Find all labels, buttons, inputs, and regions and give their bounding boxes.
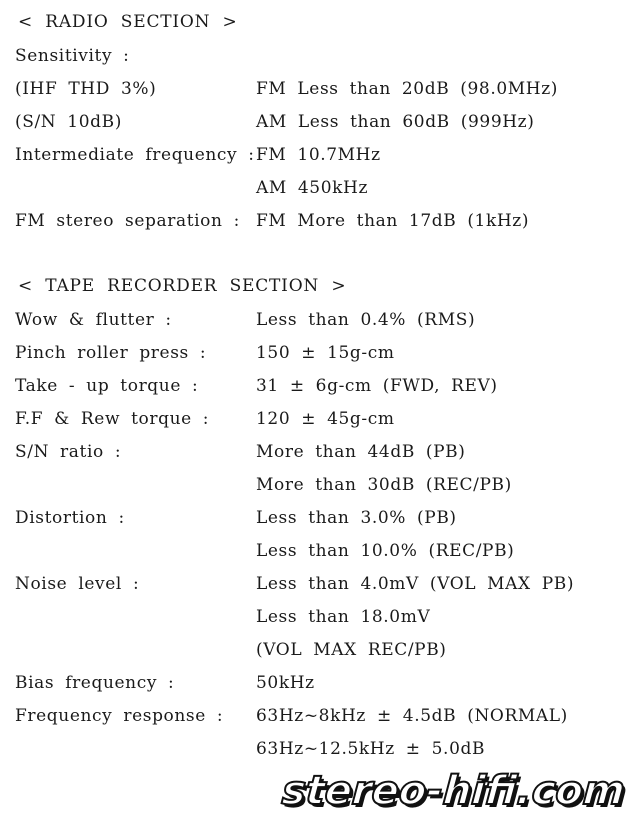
spec-value: More than 44dB (PB)	[256, 442, 466, 462]
spec-value: 63Hz~8kHz ± 4.5dB (NORMAL)	[256, 706, 568, 726]
spec-row	[0, 40, 637, 73]
spec-label: F.F & Rew torque :	[15, 409, 210, 429]
spec-value: 63Hz~12.5kHz ± 5.0dB	[256, 739, 486, 759]
spec-value: Less than 0.4% (RMS)	[256, 310, 476, 330]
spec-row	[0, 502, 637, 535]
spec-row	[0, 172, 637, 205]
spec-label: (S/N 10dB)	[15, 112, 122, 132]
spec-value: Less than 4.0mV (VOL MAX PB)	[256, 574, 575, 594]
spec-row	[0, 733, 637, 766]
spec-value: 120 ± 45g-cm	[256, 409, 395, 429]
spec-row	[0, 304, 637, 337]
tape-section-heading: < TAPE RECORDER SECTION >	[18, 276, 347, 296]
spec-label: Sensitivity :	[15, 46, 130, 66]
spec-row	[0, 106, 637, 139]
tape-section-heading-row	[0, 270, 637, 303]
spec-row	[0, 73, 637, 106]
spec-value: (VOL MAX REC/PB)	[256, 640, 447, 660]
spec-row	[0, 568, 637, 601]
spec-value: AM Less than 60dB (999Hz)	[256, 112, 535, 132]
spec-row	[0, 601, 637, 634]
spec-row	[0, 205, 637, 238]
spec-value: 150 ± 15g-cm	[256, 343, 395, 363]
spec-label: Take - up torque :	[15, 376, 199, 396]
spec-row	[0, 337, 637, 370]
spec-label: (IHF THD 3%)	[15, 79, 157, 99]
spec-label: Bias frequency :	[15, 673, 175, 693]
spec-value: FM Less than 20dB (98.0MHz)	[256, 79, 558, 99]
spec-label: Frequency response :	[15, 706, 224, 726]
spec-value: 31 ± 6g-cm (FWD, REV)	[256, 376, 498, 396]
spec-row	[0, 370, 637, 403]
spec-row	[0, 436, 637, 469]
spec-label: Distortion :	[15, 508, 125, 528]
spec-row	[0, 469, 637, 502]
spec-row	[0, 139, 637, 172]
spec-value: More than 30dB (REC/PB)	[256, 475, 512, 495]
spec-row	[0, 634, 637, 667]
spec-row	[0, 700, 637, 733]
spec-value: Less than 18.0mV	[256, 607, 431, 627]
spec-label: Intermediate frequency :	[15, 145, 255, 165]
radio-section-heading-row	[0, 6, 637, 39]
spec-row	[0, 535, 637, 568]
spec-value: AM 450kHz	[256, 178, 369, 198]
watermark-logo: stereo-hifi.com	[280, 768, 627, 814]
radio-section-heading: < RADIO SECTION >	[18, 12, 238, 32]
spec-value: FM 10.7MHz	[256, 145, 381, 165]
spec-label: S/N ratio :	[15, 442, 122, 462]
spec-label: Noise level :	[15, 574, 140, 594]
spec-value: Less than 3.0% (PB)	[256, 508, 457, 528]
spec-value: FM More than 17dB (1kHz)	[256, 211, 530, 231]
spec-row	[0, 667, 637, 700]
spec-label: Pinch roller press :	[15, 343, 207, 363]
spec-label: Wow & flutter :	[15, 310, 172, 330]
spec-value: 50kHz	[256, 673, 315, 693]
spec-value: Less than 10.0% (REC/PB)	[256, 541, 515, 561]
spec-label: FM stereo separation :	[15, 211, 240, 231]
spec-row	[0, 403, 637, 436]
